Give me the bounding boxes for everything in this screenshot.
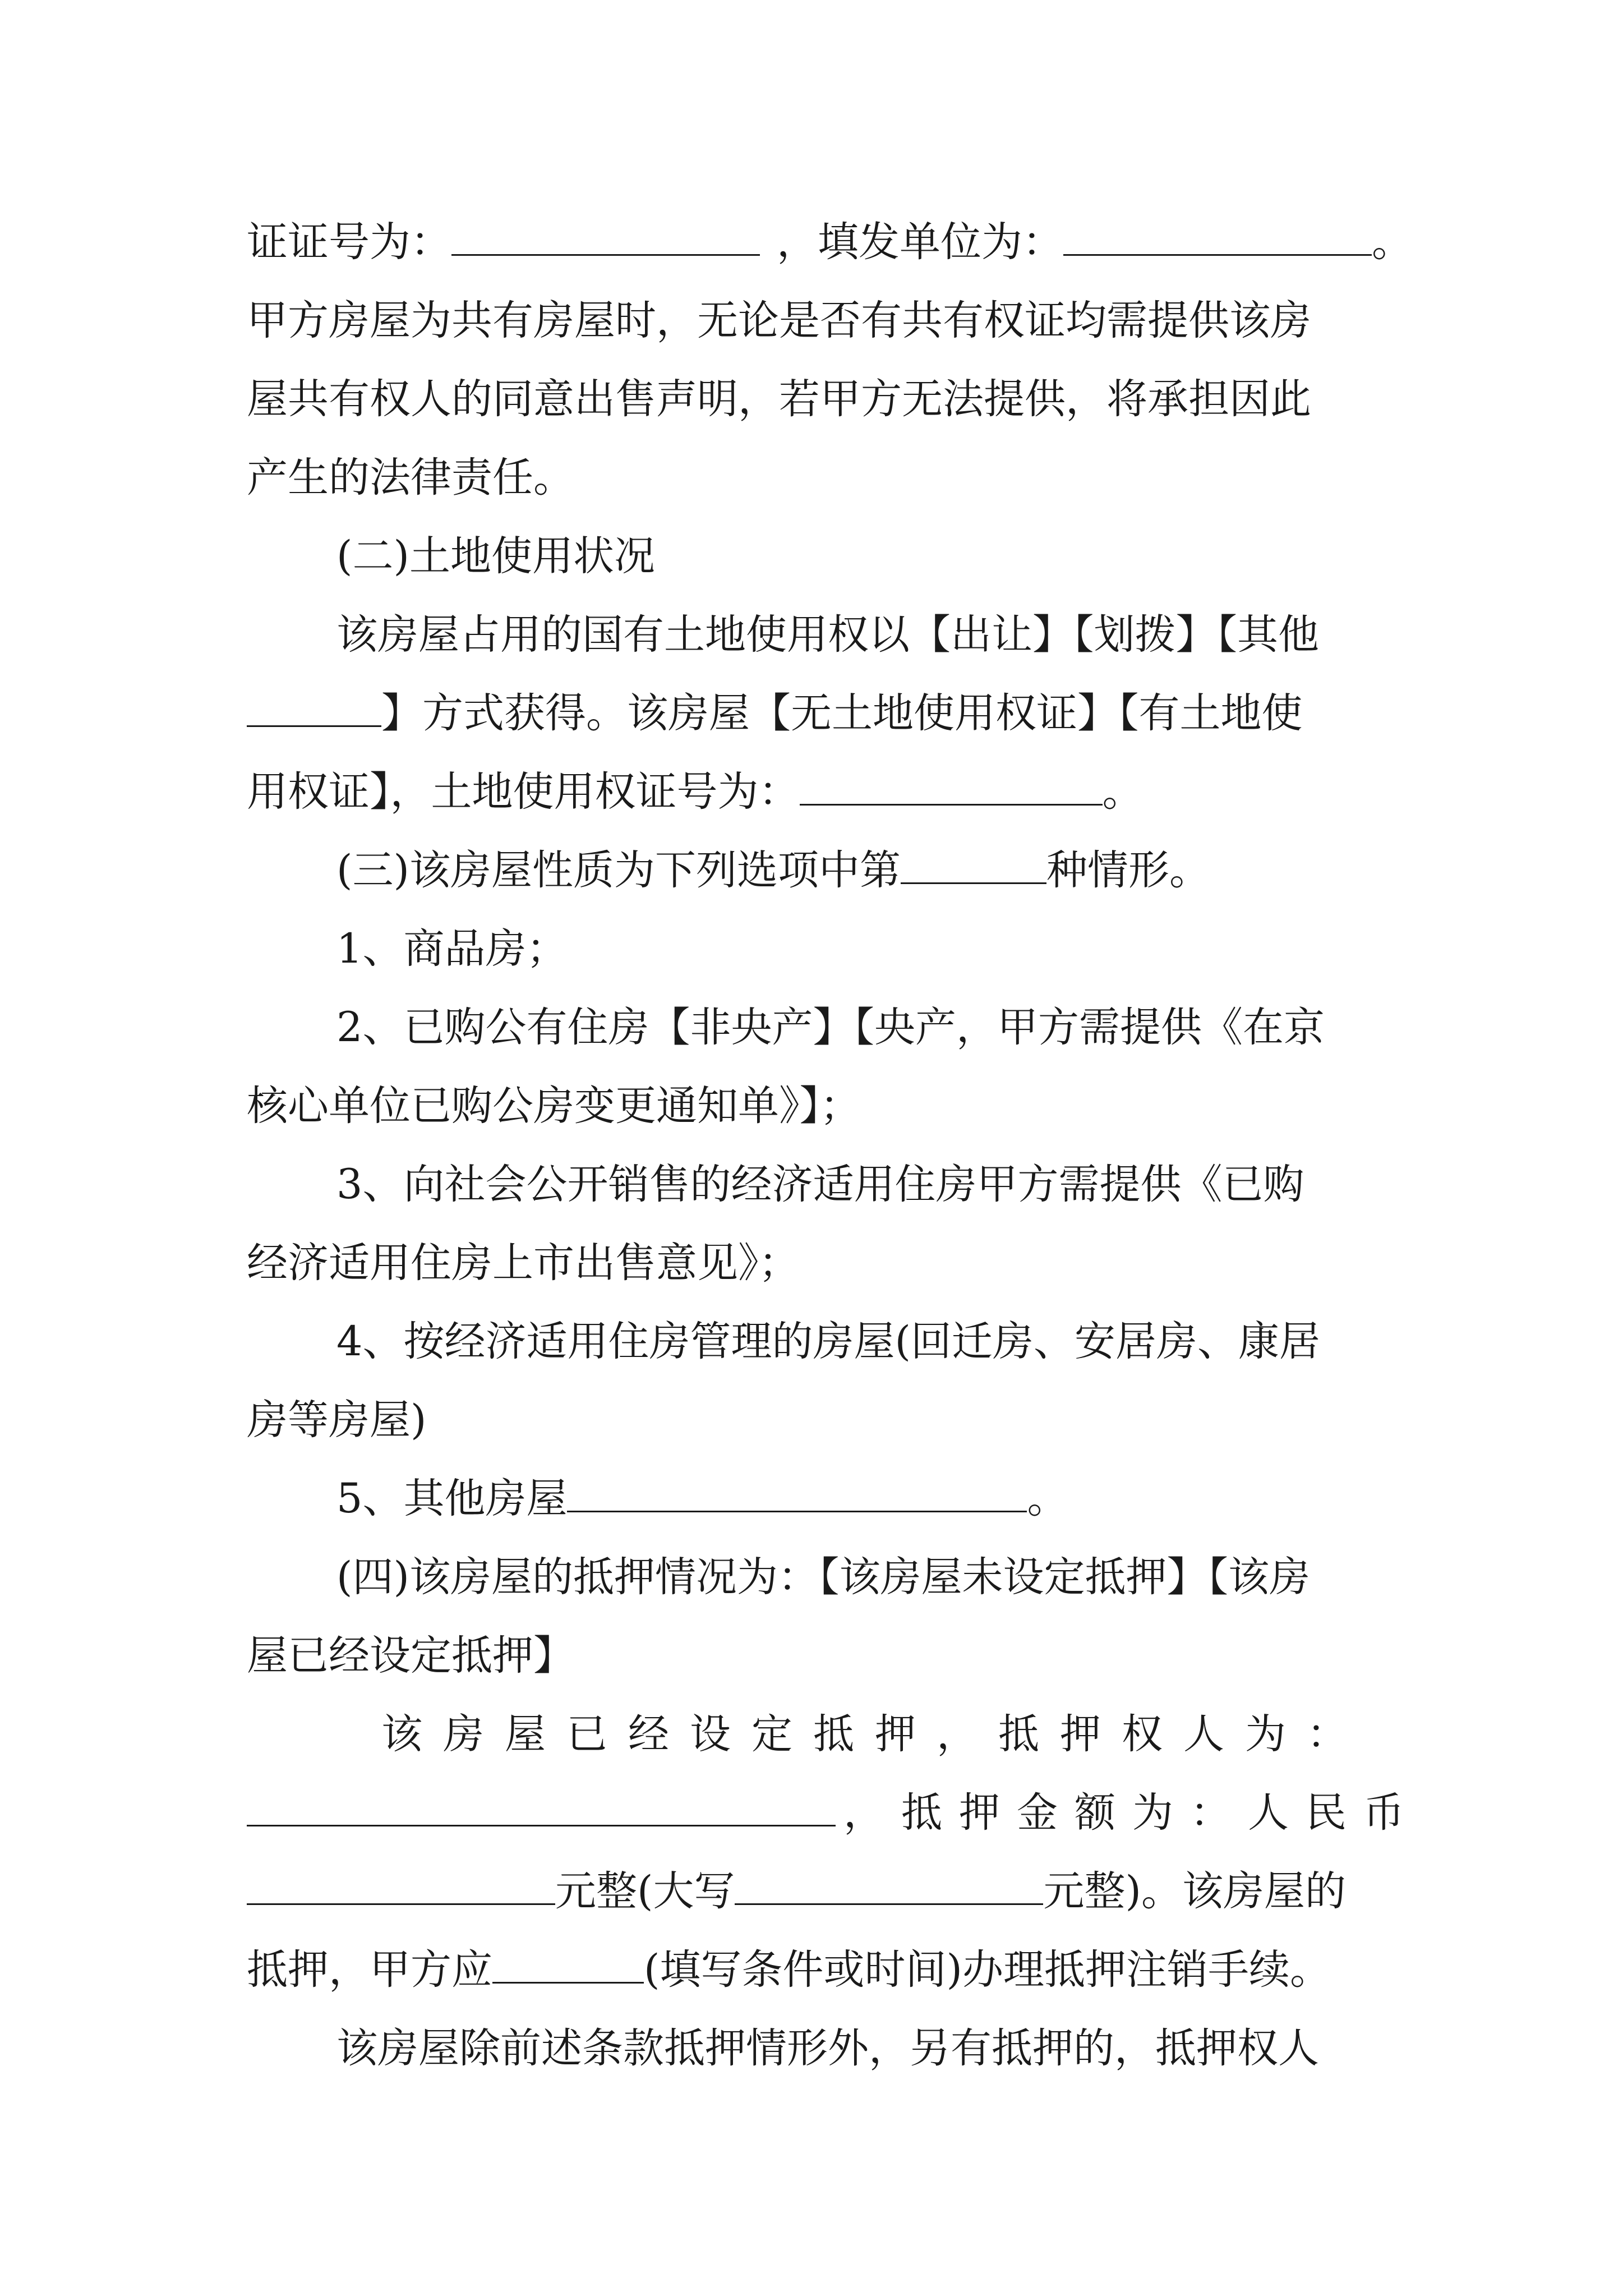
- land-cert-number-blank[interactable]: [800, 759, 1103, 806]
- list-item-continued: 核心单位已购公房变更通知单》】；: [247, 1082, 861, 1130]
- section-heading: (四)该房屋的抵押情况为：【该房屋未设定抵押】【该房: [336, 1553, 1310, 1601]
- list-item: 3、向社会公开销售的经济适用住房甲方需提供《已购: [336, 1161, 1304, 1208]
- cert-number-blank[interactable]: [451, 209, 760, 256]
- paragraph-line: 屋共有权人的同意出售声明，若甲方无法提供，将承担因此: [247, 375, 1311, 423]
- line-amount-words: 元整(大写 元整)。该房屋的: [247, 1852, 1385, 1931]
- list-item-other: 5、其他房屋 。: [336, 1460, 1385, 1538]
- paragraph-line: 甲方房屋为共有房屋时，无论是否有共有权证均需提供该房: [247, 297, 1311, 344]
- other-property-blank[interactable]: [567, 1466, 1027, 1512]
- list-item-continued: 经济适用住房上市出售意见》；: [247, 1239, 800, 1287]
- line-mortgagee: 该房屋已经设定抵押，抵押权人为：: [381, 1710, 1368, 1758]
- line-land-method: 】方式获得。该房屋【无土地使用权证】【有土地使: [247, 674, 1385, 753]
- line-land-cert: 用权证】，土地使用权证号为： 。: [247, 753, 1385, 831]
- issuer-blank[interactable]: [1063, 209, 1372, 256]
- list-item: 2、已购公有住房【非央产】【央产，甲方需提供《在京: [336, 1004, 1325, 1051]
- line-release-mortgage: 抵押，甲方应 (填写条件或时间)办理抵押注销手续。: [247, 1931, 1385, 2009]
- paragraph-line: 该房屋占用的国有土地使用权以【出让】【划拨】【其他: [336, 611, 1319, 659]
- mortgagee-blank[interactable]: [247, 1780, 836, 1826]
- list-item-continued: 房等房屋): [247, 1396, 427, 1444]
- section-heading: (二)土地使用状况: [336, 532, 655, 580]
- amount-words-blank[interactable]: [735, 1858, 1043, 1905]
- line-mortgage-amount: ，抵押金额为：人民币: [247, 1774, 1385, 1852]
- paragraph-line: 该房屋除前述条款抵押情形外，另有抵押的，抵押权人: [336, 2024, 1319, 2072]
- line-cert-number: 证证号为： ，填发单位为： 。: [247, 203, 1385, 282]
- list-item: 4、按经济适用住房管理的房屋(回迁房、安居房、康居: [336, 1318, 1320, 1365]
- line-property-type: (三)该房屋性质为下列选项中第 种情形。: [336, 831, 1385, 910]
- paragraph-line: 屋已经设定抵押】: [247, 1632, 574, 1680]
- list-item: 1、商品房；: [336, 925, 568, 973]
- condition-blank[interactable]: [492, 1937, 644, 1984]
- amount-blank[interactable]: [247, 1858, 555, 1905]
- option-number-blank[interactable]: [901, 838, 1046, 884]
- other-method-blank[interactable]: [247, 680, 381, 727]
- paragraph-line: 产生的法律责任。: [247, 454, 574, 501]
